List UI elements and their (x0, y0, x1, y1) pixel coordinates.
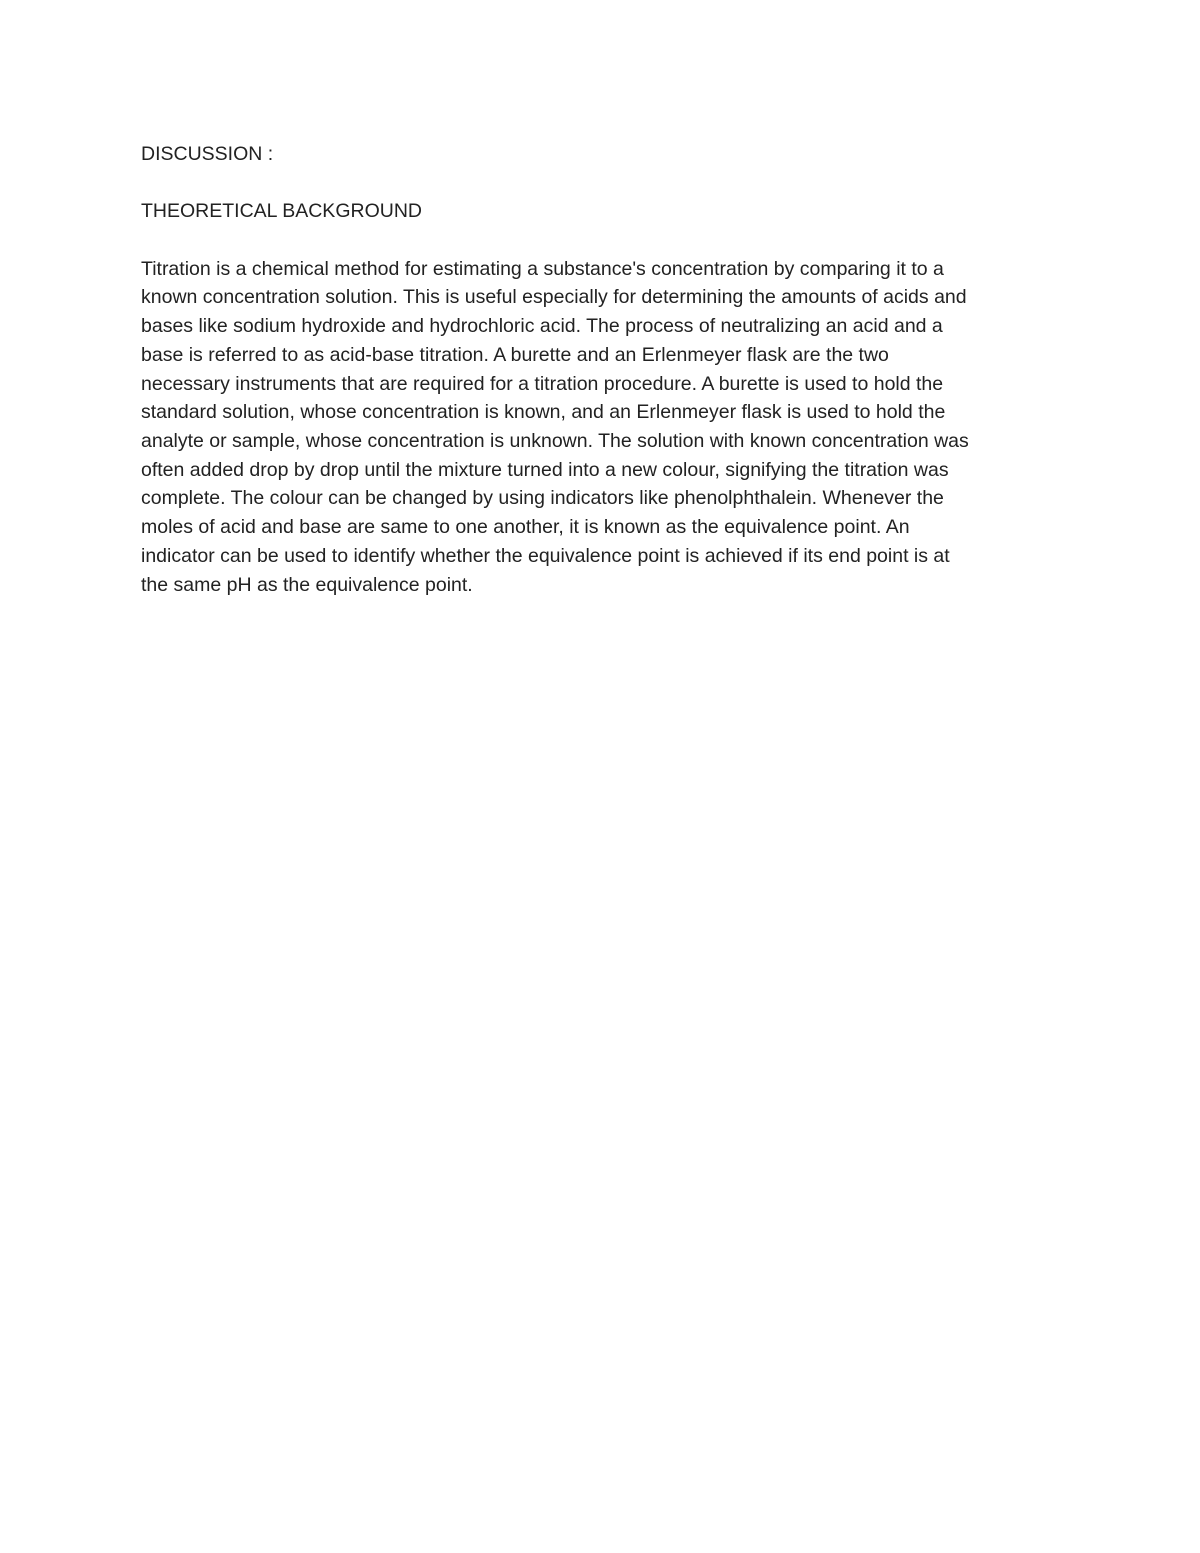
paragraph-line: standard solution, whose concentration is known, and an Erlenmeyer flask is used to hold the (141, 401, 946, 424)
paragraph-line: analyte or sample, whose concentration is unknown. The solution with known concentration was (141, 430, 969, 452)
paragraph-line: known concentration solution. This is useful especially for determining the amounts of acids and (141, 286, 967, 309)
paragraph-line: often added drop by drop until the mixture turned into a new colour, signifying the titration was (141, 458, 949, 481)
document-body (141, 140, 1066, 599)
subheading: THEORETICAL BACKGROUND (141, 200, 422, 223)
section-heading: DISCUSSION : (141, 143, 274, 165)
blank-line (141, 226, 1066, 255)
paragraph-line: bases like sodium hydroxide and hydrochloric acid. The process of neutralizing an acid and a (141, 315, 943, 338)
paragraph-line: base is referred to as acid-base titration. A burette and an Erlenmeyer flask are the two (141, 343, 889, 366)
paragraph-line: Titration is a chemical method for estimating a substance's concentration by comparing it to a (141, 257, 944, 280)
blank-line (141, 169, 1066, 198)
paragraph-line: necessary instruments that are required for a titration procedure. A burette is used to hold the (141, 372, 944, 395)
paragraph-line: complete. The colour can be changed by using indicators like phenolphthalein. Whenever the (141, 487, 944, 510)
paragraph-line: indicator can be used to identify whether the equivalence point is achieved if its end point is at (141, 544, 950, 567)
body-paragraph (141, 255, 1066, 599)
paragraph-line: moles of acid and base are same to one another, it is known as the equivalence point. An (141, 516, 910, 539)
paragraph-line: the same pH as the equivalence point. (141, 573, 473, 596)
